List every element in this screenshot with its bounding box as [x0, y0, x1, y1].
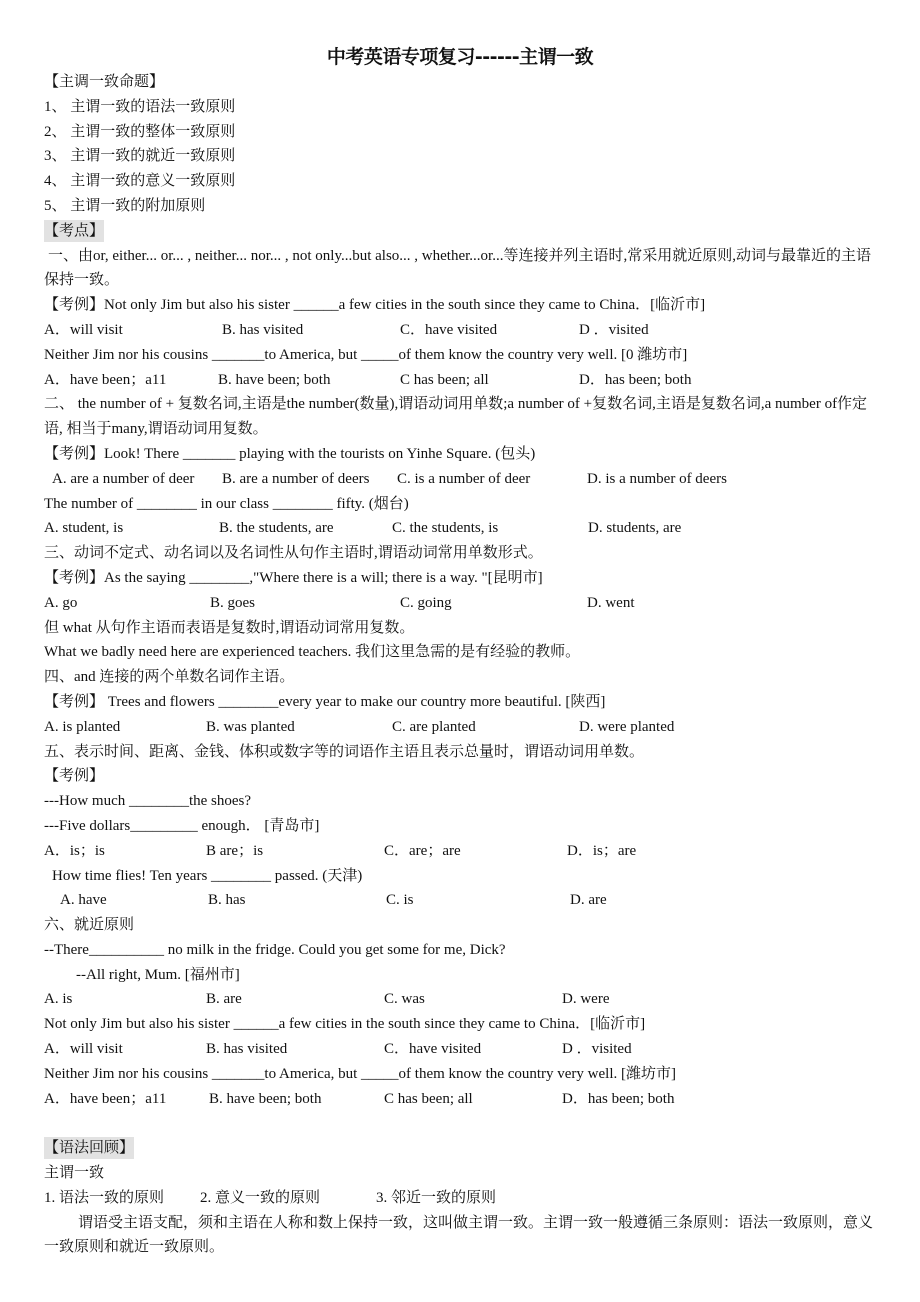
- answer-option: B. has: [208, 892, 246, 909]
- answer-options: [44, 1087, 880, 1112]
- answer-option: C. going: [400, 594, 452, 611]
- answer-options: [44, 888, 880, 913]
- text-line: 【考例】As the saying ________,"Where there is a will; there is a way. "[昆明市]: [44, 569, 543, 586]
- answer-options: [44, 715, 880, 740]
- text-line: 【考例】 Trees and flowers ________every year to make our country more beautiful. [陕西]: [44, 693, 606, 710]
- text-line: 二、 the number of + 复数名词,主语是the number(数量),谓语动词用单数;a number of +复数名词,主语是复数名词,a number of作定语, 相当于many,谓语动词用复数。: [44, 396, 868, 438]
- text-line: 但 what 从句作主语而表语是复数时,谓语动词常用复数。: [44, 619, 415, 636]
- answer-option: C．are；are: [384, 842, 461, 859]
- answer-option: B are；is: [206, 842, 264, 859]
- answer-option: C．have visited: [384, 1041, 482, 1058]
- answer-option: D. is a number of deers: [587, 470, 727, 487]
- answer-option: A．is；is: [44, 842, 105, 859]
- text-line: 5、 主谓一致的附加原则: [44, 197, 206, 214]
- answer-options: [44, 318, 880, 343]
- answer-option: B. has visited: [206, 1041, 288, 1058]
- answer-option: D. are: [570, 892, 607, 909]
- answer-option: A. are a number of deer: [52, 470, 195, 487]
- answer-option: B. goes: [210, 594, 255, 611]
- answer-option: D. were planted: [579, 718, 675, 735]
- text-line: Neither Jim nor his cousins _______to America, but _____of them know the country very well. [0 潍坊市]: [44, 346, 688, 363]
- answer-option: C. the students, is: [392, 520, 499, 537]
- answer-options: [44, 1037, 880, 1062]
- answer-option: A. is planted: [44, 718, 121, 735]
- text-line: 3、 主谓一致的就近一致原则: [44, 148, 236, 165]
- text-line: 【考例】: [44, 768, 105, 785]
- answer-option: C. is a number of deer: [397, 470, 531, 487]
- answer-option: D. were: [562, 991, 610, 1008]
- answer-options: [44, 591, 880, 616]
- answer-option: 3. 邻近一致的原则: [376, 1189, 497, 1206]
- text-line: --All right, Mum. [福州市]: [76, 966, 240, 983]
- text-line: How time flies! Ten years ________ passed. (天津): [52, 867, 363, 884]
- answer-option: C has been; all: [400, 371, 489, 388]
- text-line: 谓语受主语支配，须和主语在人称和数上保持一致，这叫做主谓一致。主谓一致一般遵循三条原则：语法一致原则，意义一致原则和就近一致原则。: [44, 1214, 874, 1256]
- text-line: 一、由or, either... or... , neither... nor... , not only...but also... , whether...or...等连接并列主语时,常采用就近原则,动词与最靠近的主语保持一致。: [44, 247, 871, 289]
- text-line: 4、 主谓一致的意义一致原则: [44, 173, 236, 190]
- answer-option: 2. 意义一致的原则: [200, 1189, 321, 1206]
- answer-option: D. went: [587, 594, 635, 611]
- answer-option: B. was planted: [206, 718, 295, 735]
- answer-option: 1. 语法一致的原则: [44, 1189, 165, 1206]
- answer-option: D．has been; both: [579, 371, 692, 388]
- answer-options: [44, 987, 880, 1012]
- answer-option: B. are a number of deers: [222, 470, 370, 487]
- answer-option: D. students, are: [588, 520, 682, 537]
- answer-option: C has been; all: [384, 1090, 473, 1107]
- answer-options: [44, 467, 880, 492]
- text-line: Not only Jim but also his sister ______a few cities in the south since they came to China．[临沂市]: [44, 1016, 646, 1033]
- section-label: [44, 1136, 880, 1161]
- answer-option: A. is: [44, 991, 73, 1008]
- text-line: 【考例】Look! There _______ playing with the tourists on Yinhe Square. (包头): [44, 445, 536, 462]
- answer-option: C. are planted: [392, 718, 476, 735]
- text-line: Neither Jim nor his cousins _______to America, but _____of them know the country very well. [潍坊市]: [44, 1065, 676, 1082]
- answer-options: [44, 368, 880, 393]
- text-line: What we badly need here are experienced teachers. 我们这里急需的是有经验的教师。: [44, 644, 581, 661]
- answer-option: A．will visit: [44, 321, 123, 338]
- answer-option: D．has been; both: [562, 1090, 675, 1107]
- text-line: 六、就近原则: [44, 917, 135, 934]
- answer-option: A．will visit: [44, 1041, 123, 1058]
- answer-option: A. student, is: [44, 520, 124, 537]
- text-line: 五、表示时间、距离、金钱、体积或数字等的词语作主语且表示总量时，谓语动词用单数。: [44, 743, 645, 760]
- text-line: 1、 主谓一致的语法一致原则: [44, 98, 236, 115]
- section-label: [44, 219, 880, 244]
- text-line: 三、动词不定式、动名词以及名词性从句作主语时,谓语动词常用单数形式。: [44, 545, 543, 562]
- answer-options: [44, 516, 880, 541]
- answer-option: A. go: [44, 594, 78, 611]
- text-line: 【考例】Not only Jim but also his sister ______a few cities in the south since they came to China．[临沂市]: [44, 297, 706, 314]
- answer-option: D．is；are: [567, 842, 637, 859]
- answer-option: D ．visited: [562, 1041, 632, 1058]
- answer-options: [44, 1186, 880, 1211]
- answer-option: A．have been；a11: [44, 1090, 167, 1107]
- answer-option: B. have been; both: [218, 371, 331, 388]
- text-line: 主谓一致: [44, 1165, 105, 1182]
- highlighted-heading: 【考点】: [44, 220, 104, 242]
- answer-option: A. have: [60, 892, 107, 909]
- text-line: --There__________ no milk in the fridge. Could you get some for me, Dick?: [44, 941, 506, 958]
- answer-option: C. was: [384, 991, 425, 1008]
- text-line: ---Five dollars_________ enough． [青岛市]: [44, 817, 320, 834]
- answer-option: B. the students, are: [219, 520, 334, 537]
- text-line: The number of ________ in our class ________ fifty. (烟台): [44, 495, 409, 512]
- document-body: [44, 70, 880, 1260]
- answer-option: A．have been；a11: [44, 371, 167, 388]
- blank-line: [44, 1111, 880, 1136]
- answer-option: B. are: [206, 991, 242, 1008]
- text-line: 四、and 连接的两个单数名词作主语。: [44, 669, 295, 686]
- answer-options: [44, 839, 880, 864]
- document-title: 中考英语专项复习------主谓一致: [326, 46, 594, 68]
- text-line: ---How much ________the shoes?: [44, 793, 252, 810]
- answer-option: B. has visited: [222, 321, 304, 338]
- highlighted-heading: 【语法回顾】: [44, 1137, 134, 1159]
- answer-option: C．have visited: [400, 321, 498, 338]
- answer-option: D ．visited: [579, 321, 649, 338]
- text-line: 2、 主谓一致的整体一致原则: [44, 123, 236, 140]
- answer-option: B. have been; both: [209, 1090, 322, 1107]
- answer-option: C. is: [386, 892, 414, 909]
- text-line: 【主调一致命题】: [44, 74, 165, 90]
